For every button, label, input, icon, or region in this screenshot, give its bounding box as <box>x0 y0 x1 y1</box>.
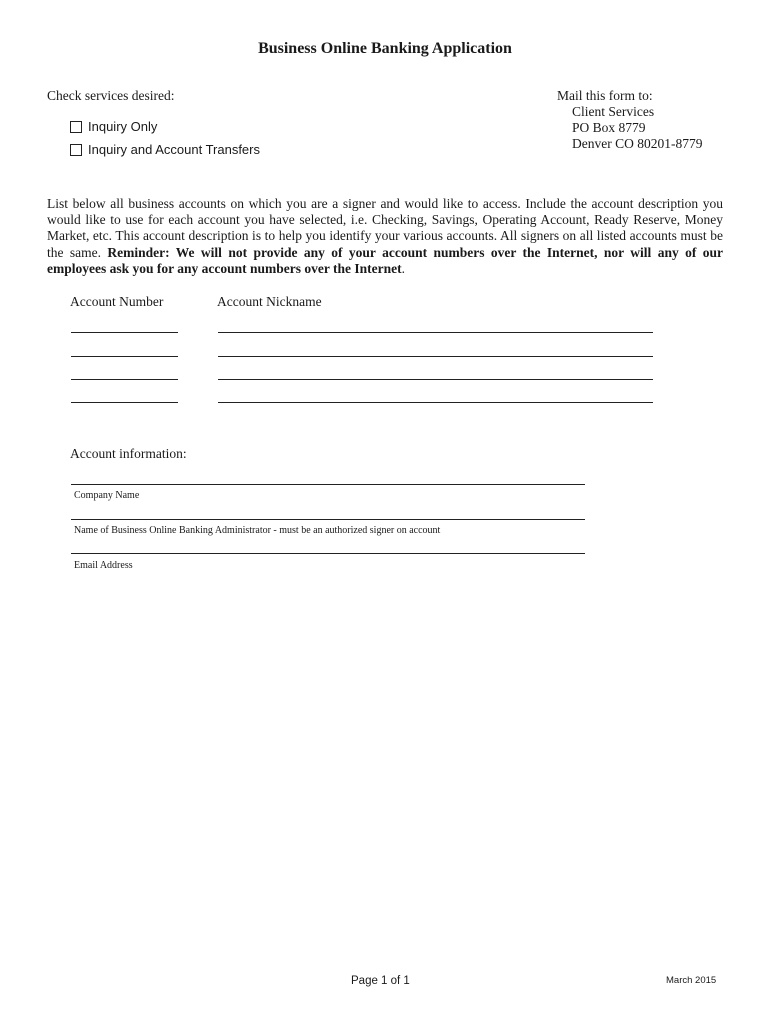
account-number-field-1[interactable] <box>71 332 178 333</box>
account-number-header: Account Number <box>70 294 164 309</box>
instructions-end: . <box>401 260 405 276</box>
account-nickname-header: Account Nickname <box>217 294 322 309</box>
account-nickname-field-3[interactable] <box>218 379 653 380</box>
email-address-label: Email Address <box>74 560 133 571</box>
reminder-text: Reminder: We will not provide any of your account numbers over the Internet, nor will any of our employees ask you for any account numbers over the Internet <box>47 244 724 276</box>
checkbox-inquiry-transfers[interactable] <box>70 144 82 156</box>
mail-line-2: PO Box 8779 <box>572 120 646 135</box>
services-label: Check services desired: <box>47 88 175 103</box>
account-number-field-3[interactable] <box>71 379 178 380</box>
option-inquiry-only-label: Inquiry Only <box>88 119 158 134</box>
company-name-label: Company Name <box>74 490 140 501</box>
checkbox-inquiry-only[interactable] <box>70 121 82 133</box>
email-address-field[interactable] <box>71 553 585 554</box>
account-nickname-field-4[interactable] <box>218 402 653 403</box>
administrator-name-label: Name of Business Online Banking Administrator - must be an authorized signer on account <box>74 525 441 536</box>
company-name-field[interactable] <box>71 484 585 485</box>
account-number-field-2[interactable] <box>71 356 178 357</box>
administrator-name-field[interactable] <box>71 519 585 520</box>
revision-date: March 2015 <box>666 975 717 986</box>
account-information-heading: Account information: <box>70 446 187 461</box>
account-nickname-field-2[interactable] <box>218 356 653 357</box>
mail-address-block <box>557 88 702 152</box>
mail-line-3: Denver CO 80201-8779 <box>572 136 703 151</box>
instructions-paragraph <box>47 196 723 277</box>
mail-line-1: Client Services <box>572 104 655 119</box>
option-inquiry-only[interactable] <box>70 119 157 134</box>
account-number-field-4[interactable] <box>71 402 178 403</box>
instructions-text: List below all business accounts on which you are a signer and would like to access. Include the account description you would like to use for each account you have selected, i.e. Checking, Savings, Operating Account, Ready Reserve, Money Market, etc. This account description is to help you identify your various accounts. All signers on all listed accounts must be the same. <box>47 196 723 260</box>
page-number: Page 1 of 1 <box>351 975 410 987</box>
option-inquiry-transfers[interactable] <box>70 142 260 157</box>
option-inquiry-transfers-label: Inquiry and Account Transfers <box>88 142 260 157</box>
account-nickname-field-1[interactable] <box>218 332 653 333</box>
mail-heading: Mail this form to: <box>557 88 653 103</box>
form-title: Business Online Banking Application <box>258 40 512 57</box>
